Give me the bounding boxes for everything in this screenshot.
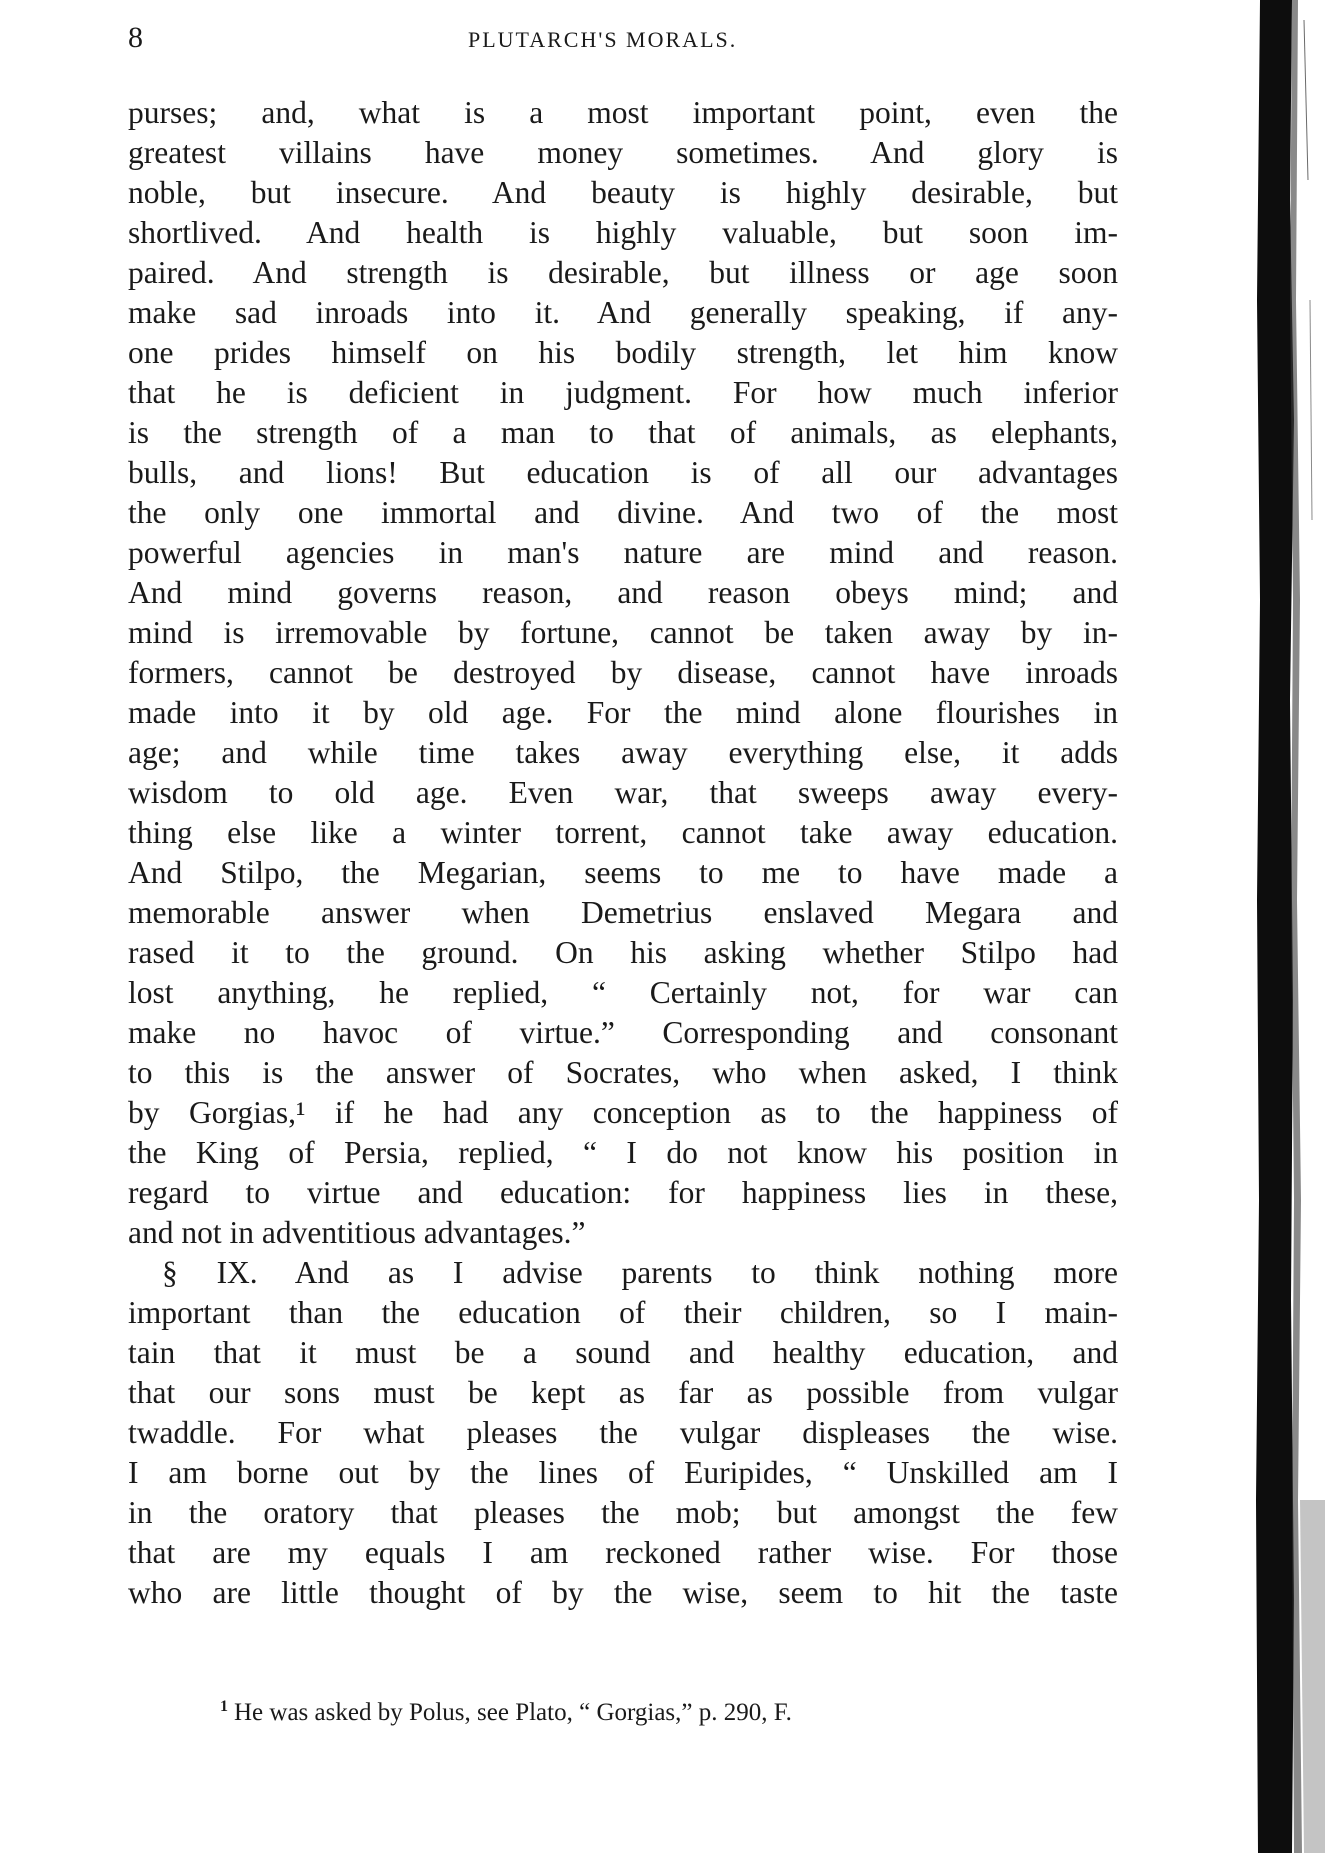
text-line: that he is deficient in judgment. For how much inferior — [128, 375, 1118, 410]
text-line: shortlived. And health is highly valuable, but soon im- — [128, 215, 1118, 250]
footnote — [220, 1690, 792, 1730]
text-line: regard to virtue and education: for happiness lies in these, — [128, 1175, 1118, 1210]
book-spine-edge — [1230, 0, 1325, 1853]
text-line: formers, cannot be destroyed by disease, cannot have inroads — [128, 655, 1118, 690]
text-line: the only one immortal and divine. And two of the most — [128, 495, 1118, 530]
text-line: And Stilpo, the Megarian, seems to me to have made a — [128, 855, 1118, 890]
text-line: that our sons must be kept as far as possible from vulgar — [128, 1375, 1118, 1410]
text-line: And mind governs reason, and reason obeys mind; and — [128, 575, 1118, 610]
body-text — [128, 93, 1118, 1613]
text-line: powerful agencies in man's nature are mind and reason. — [128, 535, 1118, 570]
text-line: I am borne out by the lines of Euripides, “ Unskilled am I — [128, 1455, 1118, 1490]
section-start-line: § IX. And as I advise parents to think nothing more — [162, 1255, 1118, 1290]
text-line: lost anything, he replied, “ Certainly not, for war can — [128, 975, 1118, 1010]
text-line: wisdom to old age. Even war, that sweeps away every- — [128, 775, 1118, 810]
running-head: PLUTARCH'S MORALS. — [468, 27, 738, 52]
text-line: age; and while time takes away everything else, it adds — [128, 735, 1118, 770]
text-line: make no havoc of virtue.” Corresponding and consonant — [128, 1015, 1118, 1050]
text-line: memorable answer when Demetrius enslaved Megara and — [128, 895, 1118, 930]
page-header — [128, 18, 1118, 58]
text-line: bulls, and lions! But education is of all our advantages — [128, 455, 1118, 490]
text-line: who are little thought of by the wise, seem to hit the taste — [128, 1575, 1118, 1610]
text-line: to this is the answer of Socrates, who when asked, I think — [128, 1055, 1118, 1090]
text-line: important than the education of their children, so I main- — [128, 1295, 1118, 1330]
footnote-marker: 1 — [220, 1698, 228, 1715]
page-number: 8 — [128, 21, 143, 54]
footnote-text: He was asked by Polus, see Plato, “ Gorgias,” p. 290, F. — [234, 1699, 792, 1726]
text-line: rased it to the ground. On his asking whether Stilpo had — [128, 935, 1118, 970]
text-line: noble, but insecure. And beauty is highly desirable, but — [128, 175, 1118, 210]
text-line: purses; and, what is a most important point, even the — [128, 95, 1118, 130]
text-line: by Gorgias,¹ if he had any conception as to the happiness of — [128, 1095, 1118, 1130]
text-line: in the oratory that pleases the mob; but amongst the few — [128, 1495, 1118, 1530]
text-line: mind is irremovable by fortune, cannot be taken away by in- — [128, 615, 1118, 650]
text-line: the King of Persia, replied, “ I do not know his position in — [128, 1135, 1118, 1170]
text-line: paired. And strength is desirable, but illness or age soon — [128, 255, 1118, 290]
text-line: is the strength of a man to that of animals, as elephants, — [128, 415, 1118, 450]
text-line: made into it by old age. For the mind alone flourishes in — [128, 695, 1118, 730]
text-line: that are my equals I am reckoned rather wise. For those — [128, 1535, 1118, 1570]
text-line: and not in adventitious advantages.” — [128, 1215, 586, 1250]
text-line: tain that it must be a sound and healthy education, and — [128, 1335, 1118, 1370]
text-line: thing else like a winter torrent, cannot take away education. — [128, 815, 1118, 850]
text-line: twaddle. For what pleases the vulgar displeases the wise. — [128, 1415, 1118, 1450]
text-line: greatest villains have money sometimes. And glory is — [128, 135, 1118, 170]
text-line: make sad inroads into it. And generally speaking, if any- — [128, 295, 1118, 330]
text-line: one prides himself on his bodily strength, let him know — [128, 335, 1118, 370]
